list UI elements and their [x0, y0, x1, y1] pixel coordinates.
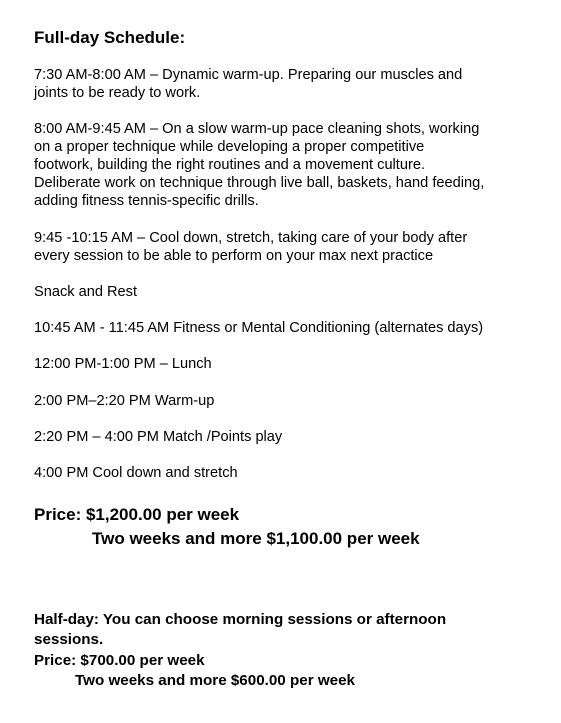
- schedule-item-technique-line-1: 8:00 AM-9:45 AM – On a slow warm-up pace cleaning shots, working: [34, 121, 480, 137]
- schedule-item-fitness: 10:45 AM - 11:45 AM Fitness or Mental Conditioning (alternates days): [34, 320, 484, 336]
- schedule-item-cooldown-line-1: 9:45 -10:15 AM – Cool down, stretch, taking care of your body after: [34, 230, 468, 246]
- schedule-item-afternoon-warmup: 2:00 PM–2:20 PM Warm-up: [34, 393, 215, 409]
- schedule-item-warmup-line-1: 7:30 AM-8:00 AM – Dynamic warm-up. Preparing our muscles and: [34, 67, 463, 83]
- full-day-multi-week-price: Two weeks and more $1,100.00 per week: [92, 529, 420, 548]
- full-day-price: Price: $1,200.00 per week: [34, 505, 240, 524]
- half-day-price: Price: $700.00 per week: [34, 652, 205, 669]
- schedule-item-warmup-line-2: joints to be ready to work.: [34, 85, 201, 101]
- schedule-item-technique-line-5: adding fitness tennis-specific drills.: [34, 193, 259, 209]
- schedule-item-snack: Snack and Rest: [34, 284, 138, 300]
- full-day-heading: Full-day Schedule:: [34, 28, 186, 47]
- schedule-item-cooldown-line-2: every session to be able to perform on your max next practice: [34, 248, 434, 264]
- schedule-item-match-play: 2:20 PM – 4:00 PM Match /Points play: [34, 429, 283, 445]
- schedule-item-technique-line-4: Deliberate work on technique through live ball, baskets, hand feeding,: [34, 175, 485, 191]
- schedule-item-final-cooldown: 4:00 PM Cool down and stretch: [34, 465, 238, 481]
- schedule-item-technique-line-3: footwork, building the right routines and a movement culture.: [34, 157, 426, 173]
- schedule-item-lunch: 12:00 PM-1:00 PM – Lunch: [34, 356, 212, 372]
- schedule-item-technique-line-2: on a proper technique while developing a proper competitive: [34, 139, 425, 155]
- half-day-description-line-1: Half-day: You can choose morning sessions or afternoon: [34, 611, 447, 628]
- half-day-description-line-2: sessions.: [34, 631, 104, 648]
- half-day-multi-week-price: Two weeks and more $600.00 per week: [75, 672, 355, 689]
